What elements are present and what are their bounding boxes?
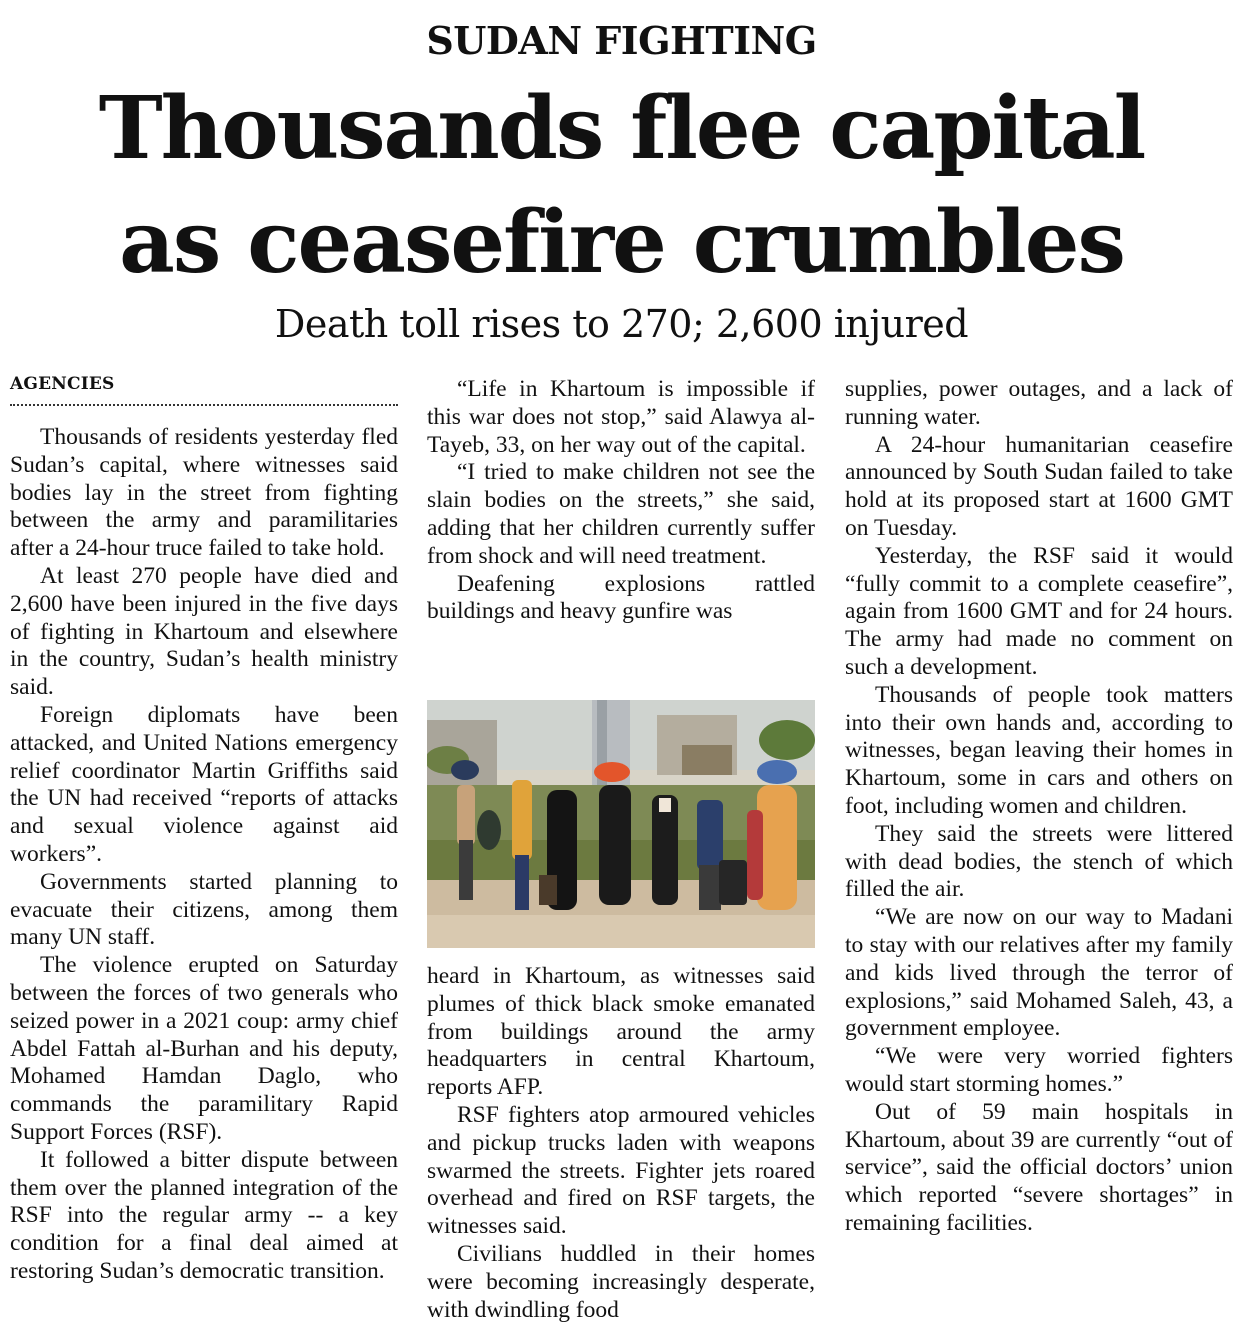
news-photo (427, 700, 815, 948)
paragraph: “We are now on our way to Madani to stay with our relatives after my family and kids lived through the terror of explosions,” said Mohamed Saleh, 43, a government employee. (845, 904, 1233, 1042)
paragraph: It followed a bitter dispute between them over the planned integration of the RSF into the regular army -- a key condition for a final deal aimed at restoring Sudan’s democratic transition. (10, 1146, 398, 1284)
article-column-2-top (427, 376, 815, 688)
paragraph: At least 270 people have died and 2,600 have been injured in the five days of fighting in Khartoum and elsewhere in the country, Sudan’s health ministry said. (10, 562, 398, 701)
paragraph: “We were very worried fighters would start storming homes.” (845, 1043, 1233, 1097)
headline-line-1: Thousands flee capital (98, 78, 1145, 179)
paragraph: Thousands of people took matters into their own hands and, according to witnesses, began leaving their homes in Khartoum, some in cars and others on foot, including women and children. (845, 681, 1233, 819)
paragraph: Out of 59 main hospitals in Khartoum, about 39 are currently “out of service”, said the official doctors’ union which reported “severe shortages” in remaining facilities. (845, 1098, 1233, 1236)
paragraph: Governments started planning to evacuate their citizens, among them many UN staff. (10, 868, 398, 951)
paragraph: “Life in Khartoum is impossible if this war does not stop,” said Alawya al-Tayeb, 33, on her way out of the capital. (427, 376, 815, 458)
headline (0, 72, 1243, 300)
paragraph: Yesterday, the RSF said it would “fully commit to a complete ceasefire”, again from 1600 GMT and for 24 hours. The army had made no comment on such a development. (845, 542, 1233, 680)
byline: AGENCIES (10, 374, 115, 394)
byline-divider (10, 404, 398, 406)
article-column-3 (845, 376, 1233, 1336)
paragraph: Civilians huddled in their homes were becoming increasingly desperate, with dwindling food (427, 1240, 815, 1323)
paragraph: Deafening explosions rattled buildings and heavy gunfire was (427, 570, 815, 625)
paragraph: Foreign diplomats have been attacked, and United Nations emergency relief coordinator Martin Griffiths said the UN had received “reports of attacks and sexual violence against aid workers”. (10, 701, 398, 867)
article-column-1 (10, 424, 398, 1336)
paragraph: heard in Khartoum, as witnesses said plumes of thick black smoke emanated from buildings around the army headquarters in central Khartoum, reports AFP. (427, 963, 815, 1101)
paragraph: Thousands of residents yesterday fled Sudan’s capital, where witnesses said bodies lay in the street from fighting between the army and paramilitaries after a 24-hour truce failed to take hold. (10, 424, 398, 562)
paragraph: RSF fighters atop armoured vehicles and pickup trucks laden with weapons swarmed the streets. Fighter jets roared overhead and fired on RSF targets, the witnesses said. (427, 1101, 815, 1240)
kicker: SUDAN FIGHTING (426, 18, 817, 63)
subheadline: Death toll rises to 270; 2,600 injured (274, 302, 969, 346)
headline-line-2: as ceasefire crumbles (119, 192, 1124, 293)
paragraph: A 24-hour humanitarian ceasefire announced by South Sudan failed to take hold at its proposed start at 1600 GMT on Tuesday. (845, 431, 1233, 541)
paragraph: They said the streets were littered with dead bodies, the stench of which filled the air. (845, 820, 1233, 903)
paragraph: The violence erupted on Saturday between the forces of two generals who seized power in a 2021 coup: army chief Abdel Fattah al-Burhan and his deputy, Mohamed Hamdan Daglo, who commands the paramilitary Rapid Support Forces (RSF). (10, 952, 398, 1145)
paragraph: supplies, power outages, and a lack of running water. (845, 376, 1233, 430)
paragraph: “I tried to make children not see the slain bodies on the streets,” she said, adding that her children currently suffer from shock and will need treatment. (427, 459, 815, 569)
article-column-2-bottom (427, 963, 815, 1335)
photo-illustration (427, 700, 815, 948)
